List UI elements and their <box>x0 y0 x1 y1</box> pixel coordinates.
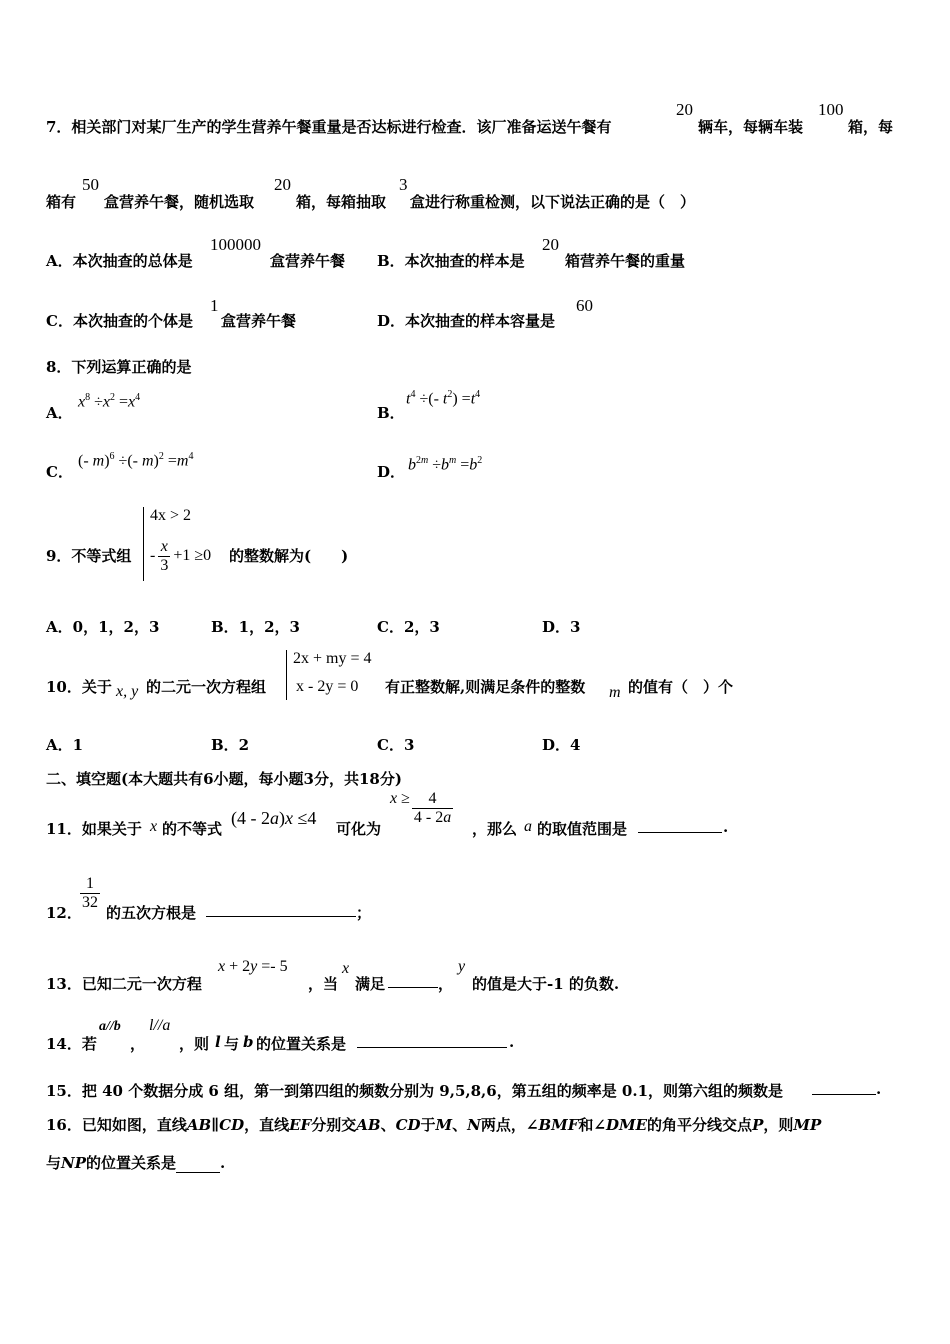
q9-stem-end: 的整数解为( ) <box>229 547 349 565</box>
q9-option-d[interactable]: D．3 <box>542 618 581 636</box>
q10-stem: 有正整数解,则满足条件的整数 <box>385 678 586 696</box>
q13-equation: x + 2y =- 5 <box>218 958 288 975</box>
q14-var-l: l <box>215 1033 221 1051</box>
q8-option-b-formula: $t^4$ ÷(- $t^2) =t^4$ <box>406 389 481 408</box>
q15-end: . <box>876 1080 882 1098</box>
q14-stem: 的位置关系是 <box>256 1035 347 1053</box>
q11-ineq: (4 - 2a)x ≤4 <box>231 808 317 828</box>
q16-line1: 16．已知如图，直线AB∥CD，直线EF分别交AB、CD于M、N两点，∠BMF和∠DME的角平分线交点P，则MP <box>46 1116 822 1134</box>
q8-option-a-formula: $x^8 \div x^2 =x^4$ <box>78 392 141 411</box>
q14-end: . <box>509 1033 515 1051</box>
q16-line2: 与NP的位置关系是 . <box>46 1154 226 1172</box>
q15-stem: 15．把 40 个数据分成 6 组，第一到第四组的频数分别为 9,5,8,6，第五组的频率是 0.1，则第六组的频数是 <box>46 1082 784 1100</box>
q8-option-c-formula: (- m)$^6$ ÷(- $m)^2 =m^4$ <box>78 451 194 470</box>
q7-text: 箱，每箱抽取 <box>296 193 387 211</box>
q13-stem: ，当 <box>308 975 339 993</box>
q9-option-c[interactable]: C．2，3 <box>377 618 440 636</box>
q7-text: 盒进行称重检测，以下说法正确的是（ ） <box>410 193 696 211</box>
q13-stem: 的值是大于-1 的负数. <box>472 975 620 993</box>
q12-end: ； <box>356 904 372 922</box>
q14-stem: ，则 <box>179 1035 210 1053</box>
q9-ineq1: 4x > 2 <box>150 507 192 524</box>
q13-stem: 满足 <box>355 975 386 993</box>
q11-stem: 的不等式 <box>162 820 223 838</box>
q14-stem: 与 <box>224 1035 240 1053</box>
q7-option-d-num: 60 <box>576 296 593 315</box>
q10-brace <box>286 650 287 700</box>
q10-option-b[interactable]: B．2 <box>211 736 250 754</box>
q11-stem: 11．如果关于 <box>46 820 142 838</box>
q13-var-x: x <box>342 960 350 977</box>
q14-stem: 14．若 <box>46 1035 97 1053</box>
q10-var-m: m <box>609 684 621 701</box>
q14-var-b: b <box>243 1033 254 1051</box>
q7-num-3: 3 <box>399 175 408 194</box>
q7-text: 辆车，每辆车装 <box>698 118 804 136</box>
q10-eq1: 2x + my = 4 <box>293 650 372 667</box>
q10-vars: x, y <box>116 683 139 700</box>
q9-brace <box>143 507 144 581</box>
q7-option-a-text: 盒营养午餐 <box>270 252 346 270</box>
q11-result: x ≥ $\frac{4}{4 - 2a}$ <box>390 790 452 826</box>
q14-relation1: a//b <box>99 1019 121 1034</box>
q13-answer-blank[interactable] <box>388 987 438 988</box>
q7-option-c[interactable]: C．本次抽查的个体是 <box>46 312 193 330</box>
q9-stem: 9．不等式组 <box>46 547 132 565</box>
q9-option-a[interactable]: A．0，1，2，3 <box>46 618 160 636</box>
q7-option-b-num: 20 <box>542 235 559 254</box>
q8-option-d-formula: $b^{2m} \div b^m =b^2$ <box>408 455 483 474</box>
q7-option-a[interactable]: A．本次抽查的总体是 <box>46 252 193 270</box>
q13-stem: ， <box>438 975 454 993</box>
q11-answer-blank[interactable] <box>638 832 722 833</box>
q7-option-c-text: 盒营养午餐 <box>221 312 297 330</box>
q7-text: 箱有 <box>46 193 77 211</box>
q7-num-20: 20 <box>676 100 693 119</box>
q7-option-a-num: 100000 <box>210 235 261 254</box>
q14-relation2: l//a <box>149 1017 171 1034</box>
q12-stem: 12． <box>46 904 82 922</box>
q7-num-20b: 20 <box>274 175 291 194</box>
q9-option-b[interactable]: B．1，2，3 <box>211 618 300 636</box>
q7-line1: 7．相关部门对某厂生产的学生营养午餐重量是否达标进行检查．该厂准备运送午餐有 <box>46 118 612 136</box>
q14-answer-blank[interactable] <box>357 1047 507 1048</box>
q12-stem: 的五次方根是 <box>106 904 197 922</box>
q12-fraction: $\frac{1}{32}$ <box>82 875 98 911</box>
q11-stem: 可化为 <box>336 820 382 838</box>
q8-option-b[interactable]: B． <box>377 404 405 422</box>
q7-option-d[interactable]: D．本次抽查的样本容量是 <box>377 312 556 330</box>
q8-option-a[interactable]: A． <box>46 404 73 422</box>
q11-var-a: a <box>524 818 532 835</box>
q7-option-b[interactable]: B．本次抽查的样本是 <box>377 252 525 270</box>
q9-ineq2: - $\frac{x}{3}$ +1 ≥0 <box>150 538 212 574</box>
q10-option-c[interactable]: C．3 <box>377 736 415 754</box>
section-title: 二、填空题(本大题共有6小题，每小题3分，共18分) <box>46 770 402 788</box>
q7-option-b-text: 箱营养午餐的重量 <box>565 252 686 270</box>
q13-stem: 13．已知二元一次方程 <box>46 975 202 993</box>
q13-var-y: y <box>458 958 466 975</box>
q11-end: . <box>723 818 729 836</box>
q7-text: 箱，每 <box>848 118 894 136</box>
q7-option-c-num: 1 <box>210 296 219 315</box>
q8-option-d[interactable]: D． <box>377 463 406 481</box>
q10-option-a[interactable]: A．1 <box>46 736 84 754</box>
q11-var-x: x <box>150 818 158 835</box>
q11-stem: 的取值范围是 <box>537 820 628 838</box>
q8-stem: 8．下列运算正确的是 <box>46 358 192 376</box>
q14-stem: ， <box>130 1035 146 1053</box>
q10-stem: 的值有（ ）个 <box>628 678 734 696</box>
q10-eq2: x - 2y = 0 <box>296 678 359 695</box>
q10-stem: 10．关于 <box>46 678 112 696</box>
q7-num-50: 50 <box>82 175 99 194</box>
q8-option-c[interactable]: C． <box>46 463 73 481</box>
q10-option-d[interactable]: D．4 <box>542 736 581 754</box>
q15-answer-blank[interactable] <box>812 1094 876 1095</box>
q16-answer-blank[interactable] <box>176 1154 220 1173</box>
q7-text: 盒营养午餐，随机选取 <box>104 193 255 211</box>
q12-answer-blank[interactable] <box>206 916 356 917</box>
q10-stem: 的二元一次方程组 <box>146 678 267 696</box>
q11-stem: ，那么 <box>472 820 518 838</box>
q7-num-100: 100 <box>818 100 844 119</box>
